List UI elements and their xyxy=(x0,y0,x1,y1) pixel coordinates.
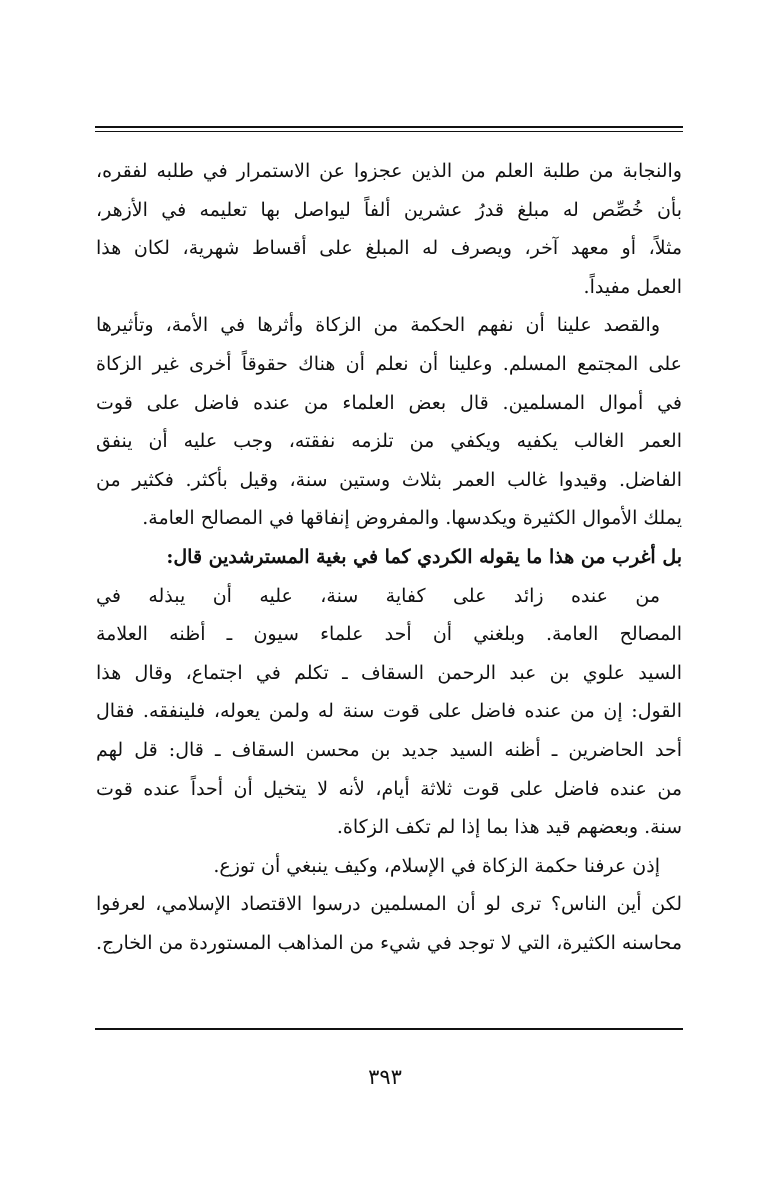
page-number: ٣٩٣ xyxy=(368,1065,402,1089)
text-line-bold: بل أغرب من هذا ما يقوله الكردي كما في بغية المسترشدين قال: xyxy=(166,545,682,568)
text-line: المصالح العامة. وبلغني أن أحد علماء سيون ـ أظنه العلامة xyxy=(96,623,682,646)
text-line: لكن أين الناس؟ ترى لو أن المسلمين درسوا الاقتصاد الإسلامي، لعرفوا xyxy=(96,893,682,916)
body-text xyxy=(96,152,682,962)
text-line: إذن عرفنا حكمة الزكاة في الإسلام، وكيف ينبغي أن توزع. xyxy=(213,854,660,877)
text-line: محاسنه الكثيرة، التي لا توجد في شيء من المذاهب المستوردة من الخارج. xyxy=(96,931,682,954)
text-line: القول: إن من عنده فاضل على قوت سنة له ولمن يعوله، فلينفقه. فقال xyxy=(96,700,682,723)
footer-rule xyxy=(95,1028,683,1030)
text-line: الفاضل. وقيدوا غالب العمر بثلاث وستين سنة، وقيل بأكثر. فكثير من xyxy=(96,468,682,491)
text-line: والقصد علينا أن نفهم الحكمة من الزكاة وأثرها في الأمة، وتأثيرها xyxy=(96,314,660,337)
text-line: السيد علوي بن عبد الرحمن السقاف ـ تكلم في اجتماع، وقال هذا xyxy=(96,661,682,684)
text-line: أحد الحاضرين ـ أظنه السيد جديد بن محسن السقاف ـ قال: قل لهم xyxy=(96,738,682,761)
text-line: على المجتمع المسلم. وعلينا أن نعلم أن هناك حقوقاً أخرى غير الزكاة xyxy=(96,352,682,375)
text-line: من عنده زائد على كفاية سنة، عليه أن يبذله في xyxy=(96,584,660,607)
header-rule-thick xyxy=(95,126,683,128)
text-line: من عنده فاضل على قوت ثلاثة أيام، لأنه لا يتخيل أن أحداً عنده قوت xyxy=(96,777,682,800)
text-line: مثلاً، أو معهد آخر، ويصرف له المبلغ على أقساط شهرية، لكان هذا xyxy=(96,237,682,260)
text-line: والنجابة من طلبة العلم من الذين عجزوا عن الاستمرار في طلبه لفقره، xyxy=(96,160,682,182)
text-line: يملك الأموال الكثيرة ويكدسها. والمفروض إنفاقها في المصالح العامة. xyxy=(142,507,682,530)
header-rule-thin xyxy=(95,131,683,132)
text-line: العمل مفيداً. xyxy=(583,275,682,298)
text-line: سنة. وبعضهم قيد هذا بما إذا لم تكف الزكاة. xyxy=(336,816,682,839)
text-line: بأن خُصِّص له مبلغ قدرُ عشرين ألفاً ليواصل بها تعليمه في الأزهر، xyxy=(96,198,682,221)
text-line: العمر الغالب يكفيه ويكفي من تلزمه نفقته، وجب عليه أن ينفق xyxy=(96,430,682,453)
text-line: في أموال المسلمين. قال بعض العلماء من عنده فاضل على قوت xyxy=(96,391,682,414)
